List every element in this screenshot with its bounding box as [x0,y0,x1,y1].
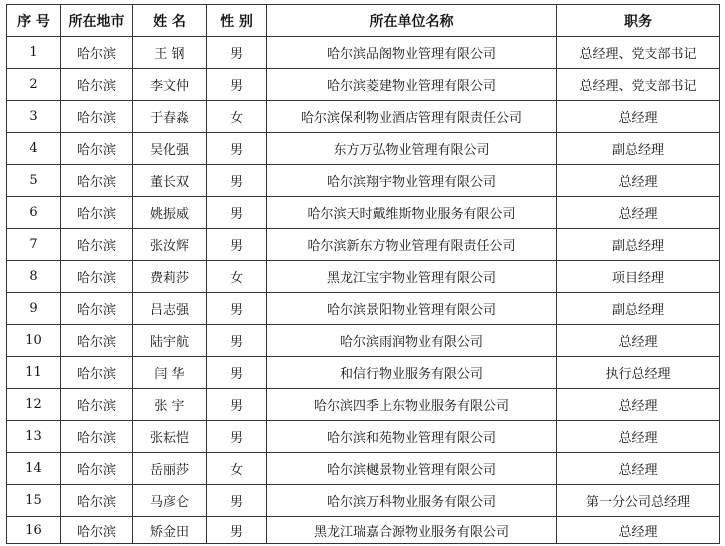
cell-gender: 男 [207,133,267,165]
cell-gender: 男 [207,293,267,325]
cell-gender: 女 [207,261,267,293]
cell-city: 哈尔滨 [61,197,133,229]
cell-index: 7 [7,229,61,261]
cell-city: 哈尔滨 [61,357,133,389]
cell-name: 岳丽莎 [133,453,207,485]
cell-position: 执行总经理 [557,357,720,389]
table-row [7,261,720,293]
header-index: 序 号 [7,5,61,37]
cell-company: 哈尔滨四季上东物业服务有限公司 [267,389,557,421]
cell-name: 陆宇航 [133,325,207,357]
cell-index: 15 [7,485,61,517]
table-row [7,165,720,197]
cell-position: 总经理 [557,517,720,544]
personnel-table [6,4,720,544]
cell-company: 东方万弘物业管理有限公司 [267,133,557,165]
cell-company: 黑龙江宝宇物业管理有限公司 [267,261,557,293]
cell-company: 哈尔滨菱建物业管理有限公司 [267,69,557,101]
cell-name: 于春淼 [133,101,207,133]
cell-index: 13 [7,421,61,453]
cell-city: 哈尔滨 [61,261,133,293]
cell-city: 哈尔滨 [61,325,133,357]
cell-company: 和信行物业服务有限公司 [267,357,557,389]
header-city: 所在地市 [61,5,133,37]
cell-name: 矫金田 [133,517,207,544]
cell-company: 哈尔滨景阳物业管理有限公司 [267,293,557,325]
cell-index: 1 [7,37,61,69]
cell-gender: 男 [207,165,267,197]
cell-position: 总经理 [557,421,720,453]
cell-index: 10 [7,325,61,357]
cell-position: 第一分公司总经理 [557,485,720,517]
cell-city: 哈尔滨 [61,517,133,544]
cell-index: 11 [7,357,61,389]
cell-position: 总经理、党支部书记 [557,37,720,69]
cell-city: 哈尔滨 [61,133,133,165]
cell-index: 6 [7,197,61,229]
table-row [7,37,720,69]
cell-gender: 男 [207,517,267,544]
cell-city: 哈尔滨 [61,453,133,485]
cell-index: 2 [7,69,61,101]
cell-name: 马彦仑 [133,485,207,517]
cell-name: 费莉莎 [133,261,207,293]
table-row [7,229,720,261]
cell-city: 哈尔滨 [61,165,133,197]
table-row [7,421,720,453]
cell-gender: 男 [207,229,267,261]
cell-index: 3 [7,101,61,133]
cell-city: 哈尔滨 [61,37,133,69]
cell-city: 哈尔滨 [61,485,133,517]
cell-name: 吕志强 [133,293,207,325]
cell-company: 哈尔滨翔宇物业管理有限公司 [267,165,557,197]
table-row [7,133,720,165]
cell-gender: 男 [207,69,267,101]
cell-position: 副总经理 [557,133,720,165]
cell-position: 总经理 [557,165,720,197]
cell-gender: 女 [207,101,267,133]
cell-company: 哈尔滨新东方物业管理有限责任公司 [267,229,557,261]
table-row [7,517,720,544]
cell-gender: 男 [207,325,267,357]
cell-position: 副总经理 [557,229,720,261]
table-row [7,485,720,517]
table-body [7,37,720,544]
table-row [7,453,720,485]
cell-city: 哈尔滨 [61,69,133,101]
cell-company: 哈尔滨樾景物业管理有限公司 [267,453,557,485]
table-row [7,69,720,101]
cell-gender: 男 [207,197,267,229]
cell-index: 9 [7,293,61,325]
cell-name: 张汝辉 [133,229,207,261]
cell-index: 8 [7,261,61,293]
cell-index: 5 [7,165,61,197]
cell-position: 总经理 [557,389,720,421]
table-row [7,389,720,421]
header-position: 职务 [557,5,720,37]
header-gender: 性 别 [207,5,267,37]
cell-index: 4 [7,133,61,165]
cell-index: 16 [7,517,61,544]
cell-gender: 男 [207,421,267,453]
table-row [7,197,720,229]
cell-city: 哈尔滨 [61,101,133,133]
table-row [7,325,720,357]
cell-name: 吴化强 [133,133,207,165]
cell-city: 哈尔滨 [61,229,133,261]
cell-position: 总经理 [557,197,720,229]
cell-gender: 女 [207,453,267,485]
cell-name: 董长双 [133,165,207,197]
header-company: 所在单位名称 [267,5,557,37]
cell-index: 14 [7,453,61,485]
cell-gender: 男 [207,37,267,69]
cell-company: 黑龙江瑞嘉合源物业服务有限公司 [267,517,557,544]
cell-city: 哈尔滨 [61,389,133,421]
cell-company: 哈尔滨万科物业服务有限公司 [267,485,557,517]
cell-company: 哈尔滨雨润物业有限公司 [267,325,557,357]
cell-company: 哈尔滨保利物业酒店管理有限责任公司 [267,101,557,133]
cell-name: 张 宇 [133,389,207,421]
table-row [7,357,720,389]
cell-name: 李文仲 [133,69,207,101]
cell-name: 张耘恺 [133,421,207,453]
cell-company: 哈尔滨品阁物业管理有限公司 [267,37,557,69]
cell-city: 哈尔滨 [61,293,133,325]
cell-gender: 男 [207,357,267,389]
cell-name: 王 钢 [133,37,207,69]
cell-gender: 男 [207,389,267,421]
table-row [7,101,720,133]
cell-position: 总经理 [557,101,720,133]
cell-name: 闫 华 [133,357,207,389]
header-name: 姓 名 [133,5,207,37]
cell-position: 副总经理 [557,293,720,325]
cell-position: 项目经理 [557,261,720,293]
cell-gender: 男 [207,485,267,517]
cell-position: 总经理 [557,453,720,485]
cell-index: 12 [7,389,61,421]
cell-company: 哈尔滨天时戴维斯物业服务有限公司 [267,197,557,229]
cell-position: 总经理 [557,325,720,357]
cell-city: 哈尔滨 [61,421,133,453]
cell-position: 总经理、党支部书记 [557,69,720,101]
table-row [7,293,720,325]
table-header-row [7,5,720,37]
cell-name: 姚振威 [133,197,207,229]
cell-company: 哈尔滨和苑物业管理有限公司 [267,421,557,453]
